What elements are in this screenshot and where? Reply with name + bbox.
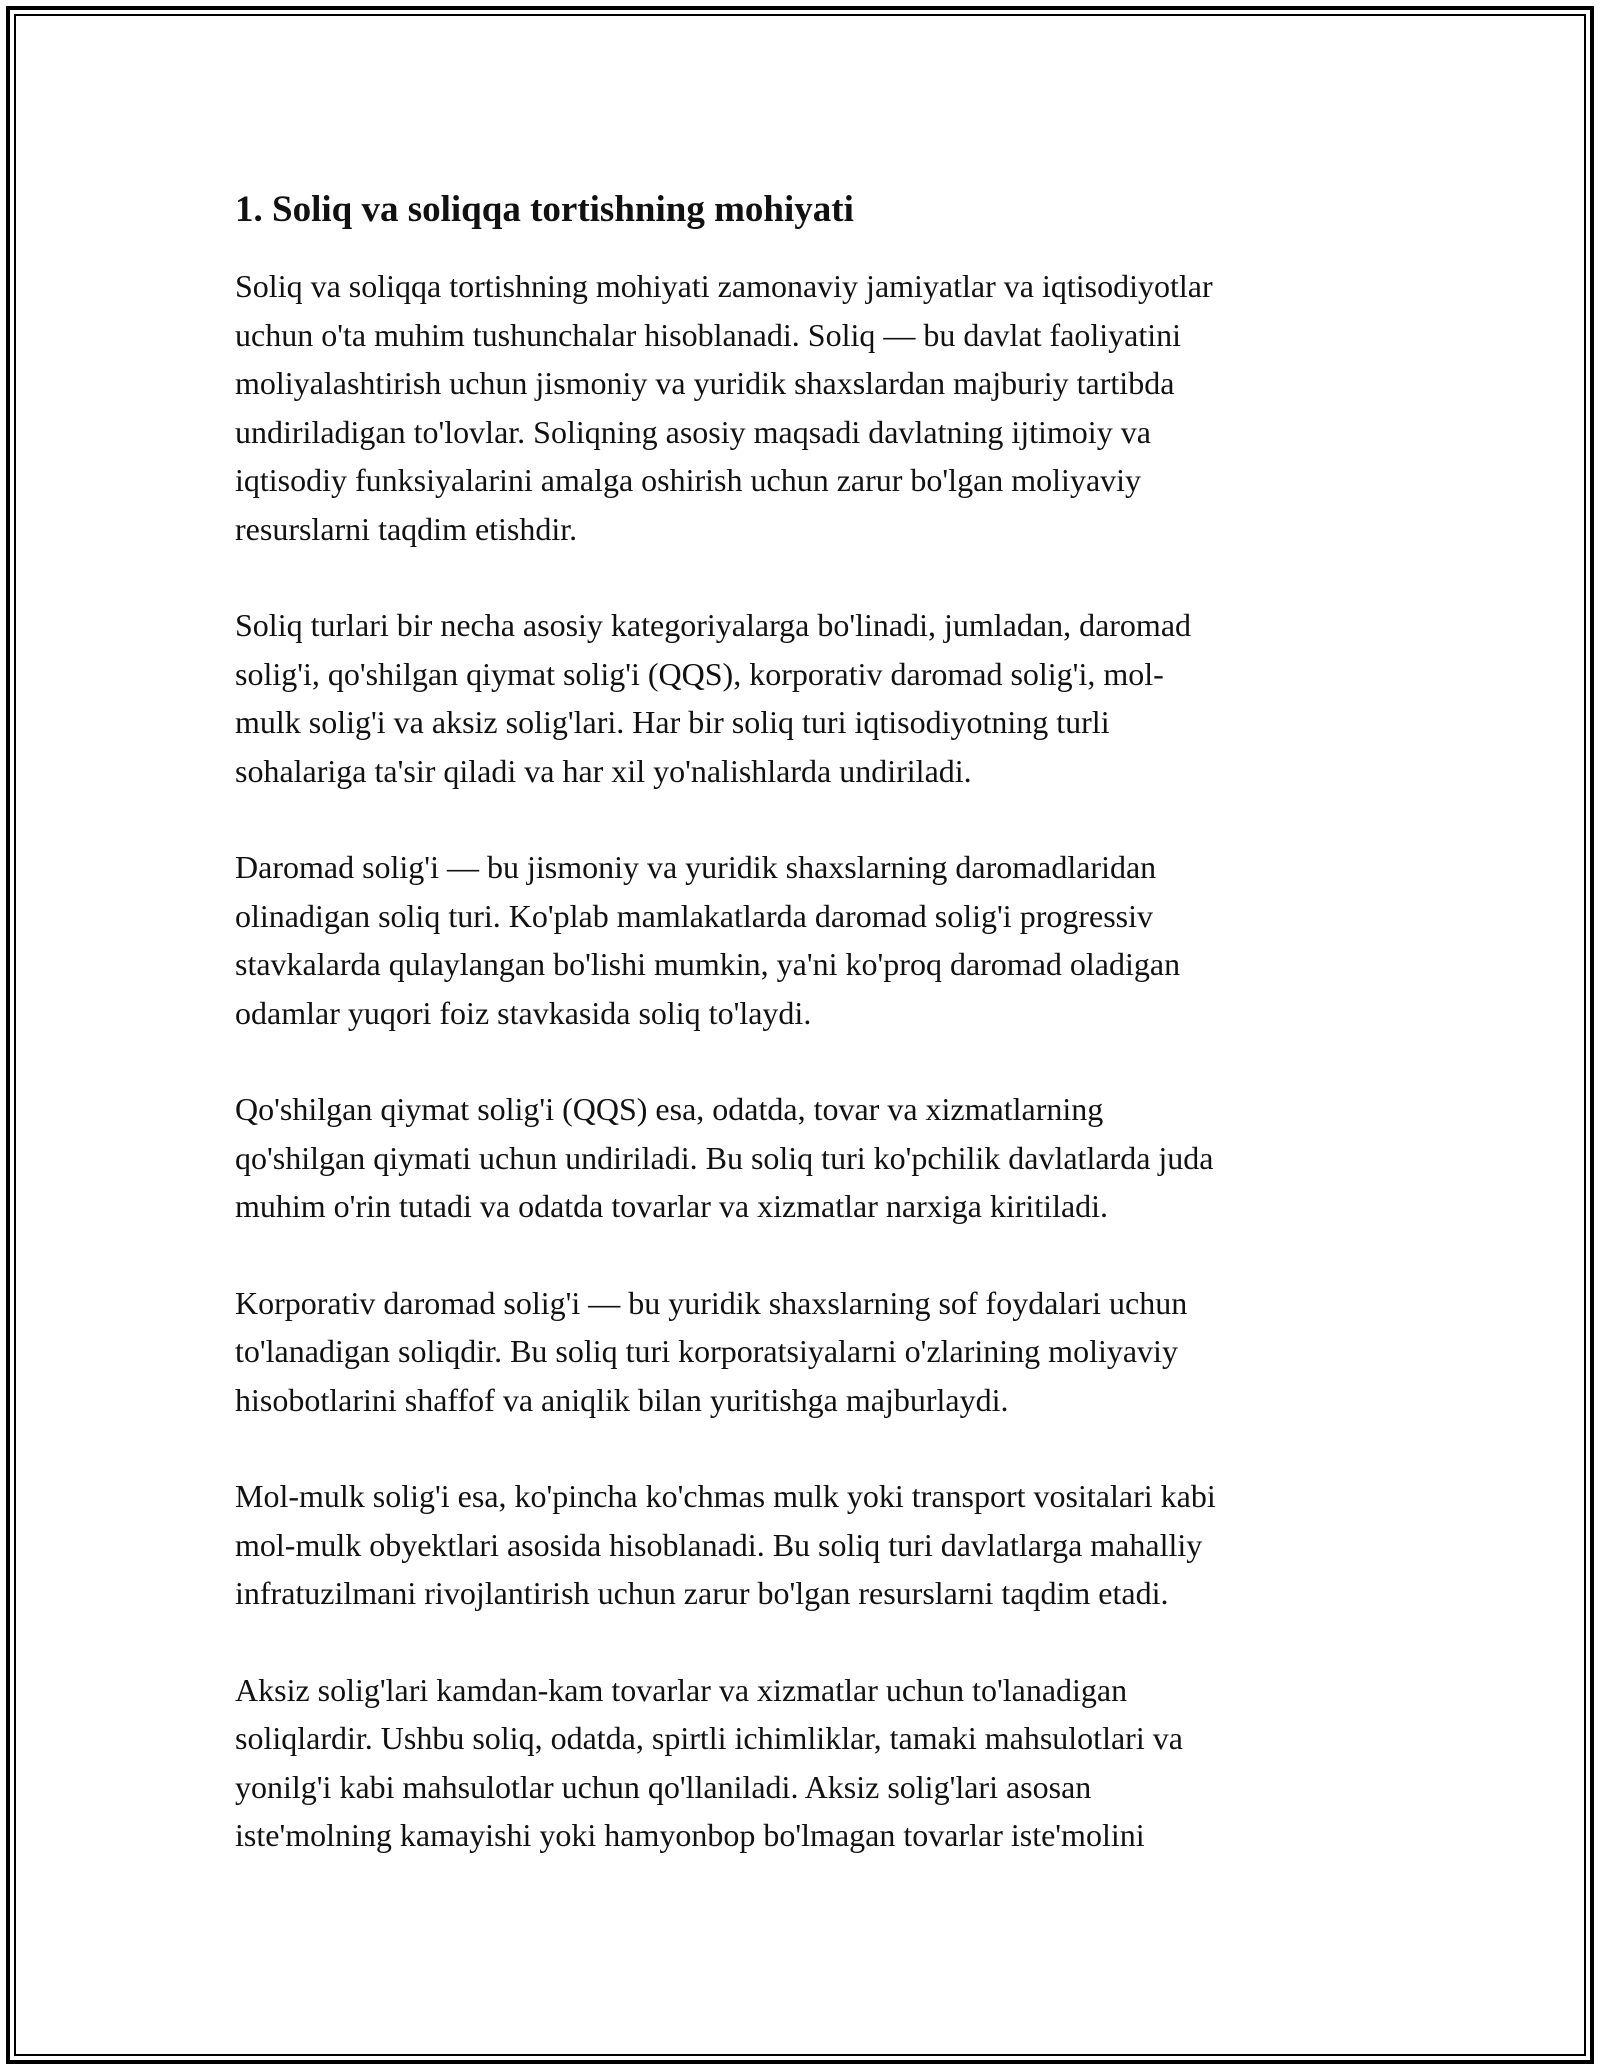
paragraph-vat: Qo'shilgan qiymat solig'i (QQS) esa, odatda, tovar va xizmatlarning qo'shilgan qiymati uchun undiriladi. Bu soliq turi ko'pchilik davlatlarda juda muhim o'rin tutadi va odatda tovarlar va xizmatlar narxiga kiritiladi. — [235, 1091, 1214, 1225]
paragraph-excise-tax: Aksiz solig'lari kamdan-kam tovarlar va xizmatlar uchun to'lanadigan soliqlardir. Ushbu soliq, odatda, spirtli ichimliklar, tamaki mahsulotlari va yonilg'i kabi mahsulotlar uchun qo'llaniladi. Aksiz solig'lari asosan iste'molning kamayishi yoki hamyonbop bo'lmagan tovarlar iste'molini — [235, 1671, 1183, 1854]
paragraph-income-tax: Daromad solig'i — bu jismoniy va yuridik shaxslarning daromadlaridan olinadigan soliq turi. Ko'plab mamlakatlarda daromad solig'i progressiv stavkalarda qulaylangan bo'lishi mumkin, ya'ni ko'proq daromad oladigan odamlar yuqori foiz stavkasida soliq to'laydi. — [235, 849, 1181, 1031]
section-heading: 1. Soliq va soliqqa tortishning mohiyati — [235, 189, 854, 230]
document-body — [235, 188, 1375, 1908]
paragraph-corporate-tax: Korporativ daromad solig'i — bu yuridik shaxslarning sof foydalari uchun to'lanadigan soliqdir. Bu soliq turi korporatsiyalarni o'zlarining moliyaviy hisobotlarini shaffof va aniqlik bilan yuritishga majburlaydi. — [235, 1284, 1188, 1418]
paragraph-property-tax: Mol-mulk solig'i esa, ko'pincha ko'chmas mulk yoki transport vositalari kabi mol-mulk obyektlari asosida hisoblanadi. Bu soliq turi davlatlarga mahalliy infratuzilmani rivojlantirish uchun zarur bo'lgan resurslarni taqdim etadi. — [235, 1478, 1216, 1612]
paragraph-tax-types: Soliq turlari bir necha asosiy kategoriyalarga bo'linadi, jumladan, daromad solig'i, qo'shilgan qiymat solig'i (QQS), korporativ daromad solig'i, mol- mulk solig'i va aksiz solig'lari. Har bir soliq turi iqtisodiyotning turli sohalariga ta'sir qiladi va har xil yo'nalishlarda undiriladi. — [235, 607, 1192, 789]
paragraph-intro: Soliq va soliqqa tortishning mohiyati zamonaviy jamiyatlar va iqtisodiyotlar uchun o'ta muhim tushunchalar hisoblanadi. Soliq — bu davlat faoliyatini moliyalashtirish uchun jismoniy va yuridik shaxslardan majburiy tartibda undiriladigan to'lovlar. Soliqning asosiy maqsadi davlatning ijtimoiy va iqtisodiy funksiyalarini amalga oshirish uchun zarur bo'lgan moliyaviy resurslarni taqdim etishdir. — [235, 268, 1213, 547]
